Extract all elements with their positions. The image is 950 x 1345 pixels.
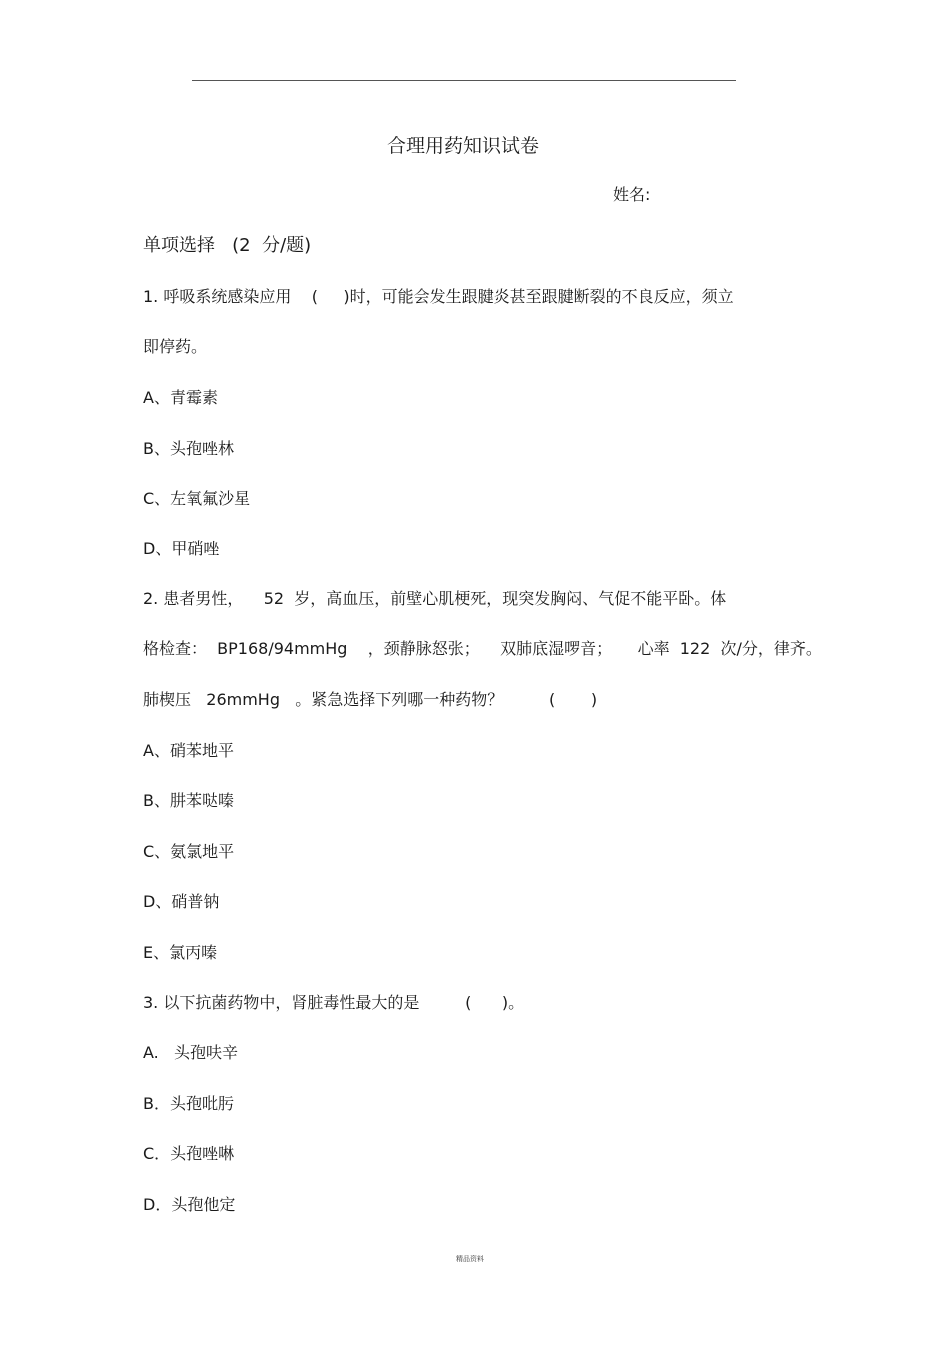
q3-option-a: A. 头孢呋辛 — [143, 1043, 239, 1062]
q2-stem-line1: 2. 患者男性， 52 岁，高血压，前壁心肌梗死，现突发胸闷、气促不能平卧。体 — [143, 589, 727, 608]
q3-option-d: D．头孢他定 — [143, 1195, 236, 1214]
q2-stem-line3: 肺楔压 26mmHg 。紧急选择下列哪一种药物？ ( ) — [143, 690, 598, 709]
page-footer: 精品资料 — [456, 1255, 484, 1263]
name-field-label: 姓名: — [613, 185, 651, 204]
q2-option-d: D、硝普钠 — [143, 892, 220, 911]
page-title: 合理用药知识试卷 — [386, 135, 539, 157]
q3-option-b: B．头孢吡肟 — [143, 1094, 234, 1113]
q2-stem-line2: 格检查： BP168/94mmHg ，颈静脉怒张； 双肺底湿啰音； 心率 122 次/分，律齐。 — [143, 639, 822, 658]
section-heading: 单项选择 (2 分/题) — [143, 235, 312, 256]
q1-stem-line1: 1. 呼吸系统感染应用 ( )时，可能会发生跟腱炎甚至跟腱断裂的不良反应，须立 — [143, 287, 734, 306]
q1-option-d: D、甲硝唑 — [143, 539, 220, 558]
q3-stem: 3. 以下抗菌药物中，肾脏毒性最大的是 ( )。 — [143, 993, 525, 1012]
q2-option-c: C、氨氯地平 — [143, 842, 235, 861]
header-rule — [192, 80, 736, 81]
q3-option-c: C．头孢唑啉 — [143, 1144, 235, 1163]
q2-option-e: E、氯丙嗪 — [143, 943, 218, 962]
q1-option-b: B、头孢唑林 — [143, 439, 234, 458]
q1-stem-line2: 即停药。 — [143, 337, 208, 356]
q1-option-c: C、左氧氟沙星 — [143, 489, 251, 508]
q2-option-a: A、硝苯地平 — [143, 741, 234, 760]
q1-option-a: A、青霉素 — [143, 388, 218, 407]
q2-option-b: B、肼苯哒嗪 — [143, 791, 234, 810]
